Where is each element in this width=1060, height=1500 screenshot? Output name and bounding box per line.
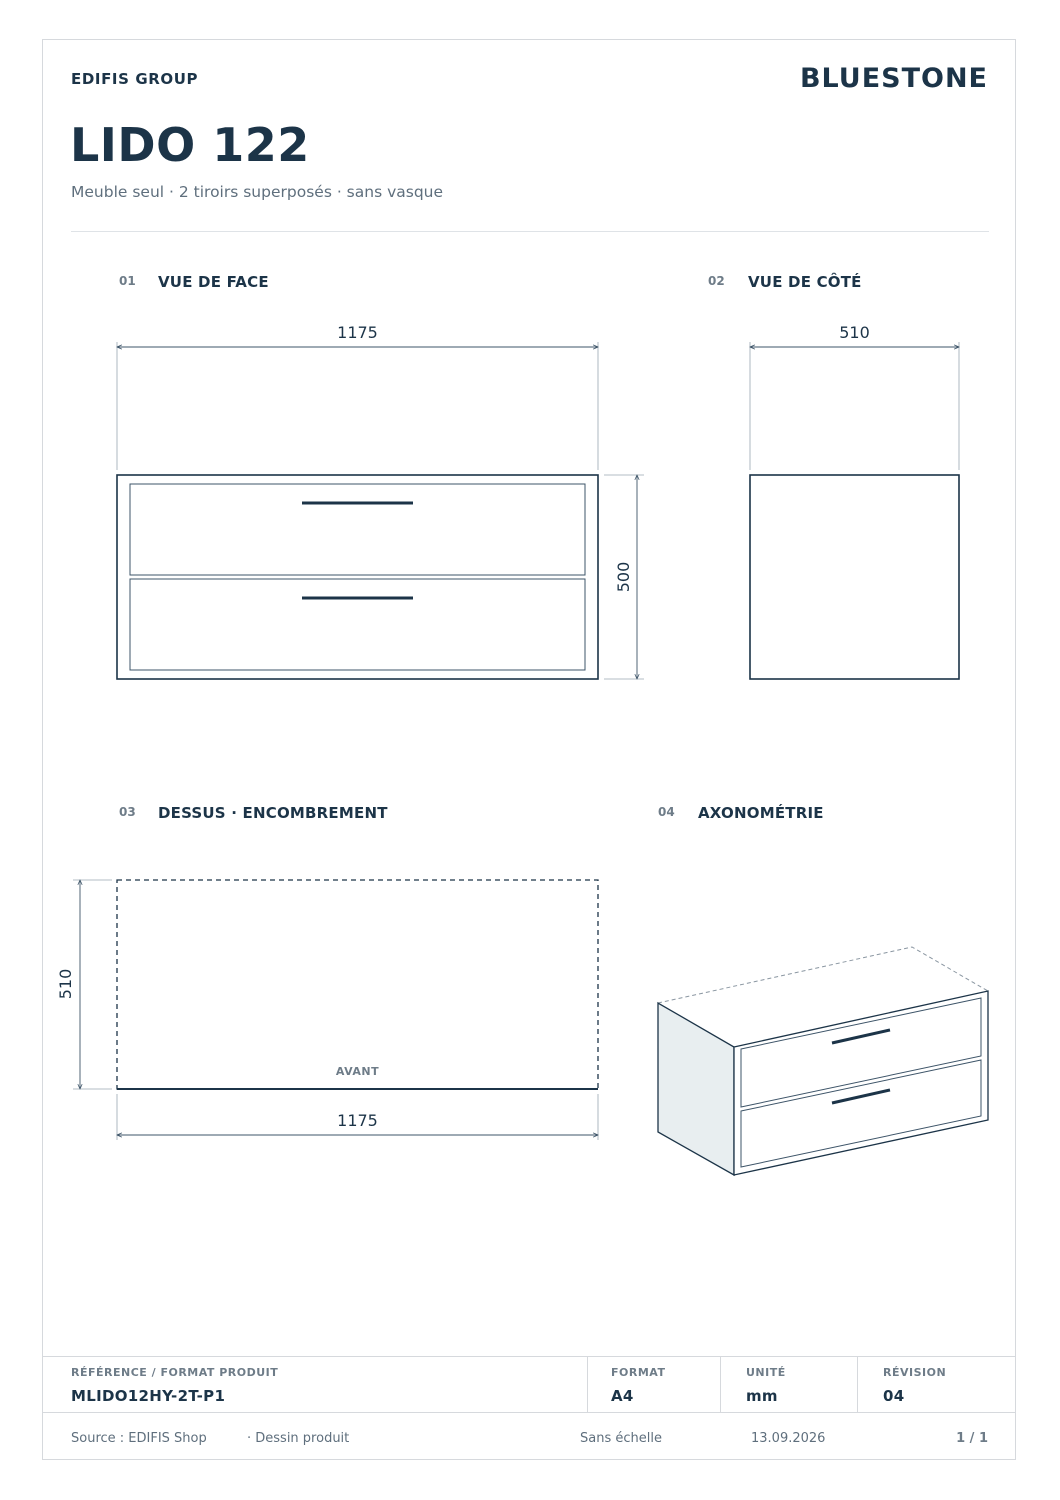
top-width-label: 1175: [337, 1111, 378, 1130]
top-view: [56, 880, 598, 1140]
product-subtitle: Meuble seul · 2 tiroirs superposés · sans vasque: [71, 183, 444, 201]
front-height-label: 500: [614, 561, 633, 593]
view-title-axo: AXONOMÉTRIE: [698, 804, 824, 822]
brand-name: BLUESTONE: [799, 63, 988, 94]
format-label: FORMAT: [611, 1366, 666, 1379]
format-value: A4: [611, 1387, 634, 1405]
front-width-label: 1175: [337, 323, 378, 342]
footer-source: Source : EDIFIS Shop: [71, 1431, 207, 1446]
front-view: [117, 323, 644, 679]
view-title-top: DESSUS · ENCOMBREMENT: [158, 804, 388, 822]
view-title-side: VUE DE CÔTÉ: [748, 273, 862, 291]
unit-label: UNITÉ: [746, 1366, 786, 1379]
title-block-divider-1: [587, 1356, 588, 1412]
footer-page-number: 1 / 1: [956, 1431, 988, 1446]
company-name: EDIFIS GROUP: [71, 70, 199, 88]
title-block-divider-3: [857, 1356, 858, 1412]
axonometric-view: [658, 947, 988, 1175]
axo-front-face: [734, 991, 988, 1175]
title-block-top-rule: [43, 1356, 1016, 1357]
product-title: LIDO 122: [70, 118, 310, 172]
footer-date: 13.09.2026: [751, 1431, 826, 1446]
view-number-side: 02: [708, 274, 725, 288]
revision-value: 04: [883, 1387, 905, 1405]
reference-value: MLIDO12HY-2T-P1: [71, 1387, 226, 1405]
axo-side-face: [658, 1003, 734, 1175]
title-block-divider-2: [720, 1356, 721, 1412]
reference-label: RÉFÉRENCE / FORMAT PRODUIT: [71, 1366, 279, 1379]
upper-drawer-front: [130, 484, 585, 575]
footer-scale: Sans échelle: [580, 1431, 662, 1446]
side-carcass: [750, 475, 959, 679]
view-number-top: 03: [119, 805, 136, 819]
top-footprint-outline: [117, 880, 598, 1089]
side-depth-label: 510: [839, 323, 870, 342]
front-edge-label: AVANT: [335, 1065, 380, 1078]
revision-label: RÉVISION: [883, 1366, 947, 1379]
axo-hidden-top-edges: [658, 947, 988, 1003]
side-view: [750, 323, 959, 679]
unit-value: mm: [746, 1387, 778, 1405]
lower-drawer-front: [130, 579, 585, 670]
view-number-front: 01: [119, 274, 136, 288]
view-title-front: VUE DE FACE: [158, 273, 269, 291]
front-carcass: [117, 475, 598, 679]
top-depth-label: 510: [56, 968, 75, 1000]
title-block-bottom-rule: [43, 1412, 1016, 1413]
footer-doc-type: · Dessin produit: [247, 1431, 350, 1446]
view-number-axo: 04: [658, 805, 675, 819]
